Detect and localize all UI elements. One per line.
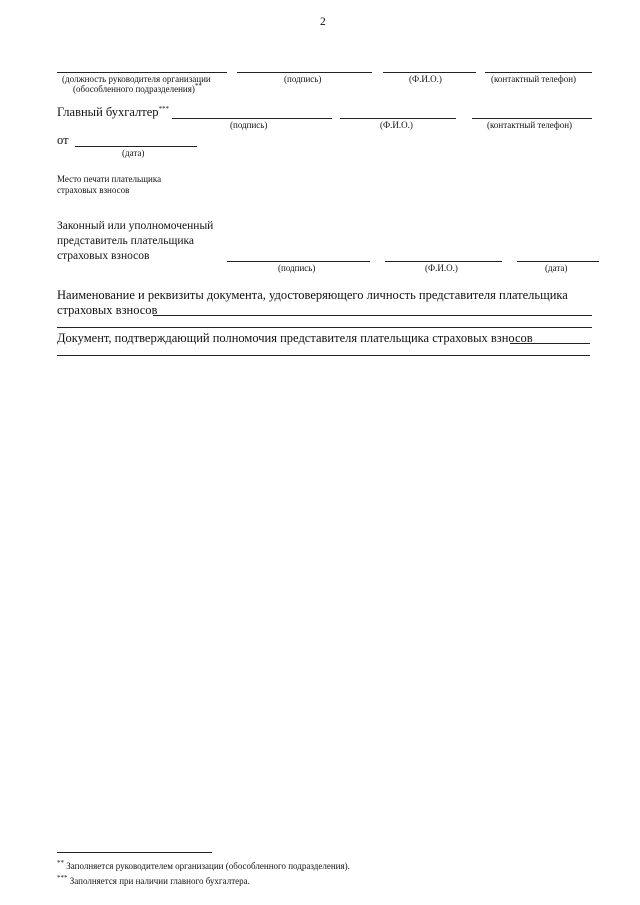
footnote-mark: ** <box>57 859 64 867</box>
head-signature-caption: (подпись) <box>284 74 322 84</box>
head-phone-line <box>485 72 592 73</box>
footnote-1-text: Заполняется руководителем организации (обособленного подразделения). <box>66 861 350 871</box>
representative-signature-caption: (подпись) <box>278 263 316 273</box>
representative-date-caption: (дата) <box>545 263 568 273</box>
head-name-caption: (Ф.И.О.) <box>409 74 442 84</box>
representative-line-1: Законный или уполномоченный <box>57 220 214 232</box>
id-document-fill-line <box>153 315 592 316</box>
accountant-phone-caption: (контактный телефон) <box>487 120 573 130</box>
authority-document-label: Документ, подтверждающий полномочия представителя плательщика страховых взносов <box>57 331 533 345</box>
footnote-mark: *** <box>57 874 68 882</box>
id-document-line-1: Наименование и реквизиты документа, удостоверяющего личность представителя плательщика <box>57 288 568 302</box>
date-label: от <box>57 133 69 147</box>
position-line <box>57 72 227 73</box>
footnote-1 <box>57 860 350 872</box>
id-document-line-2: страховых взносов <box>57 303 158 317</box>
representative-name-caption: (Ф.И.О.) <box>425 263 458 273</box>
authority-document-extra-line <box>57 355 590 356</box>
footnote-mark: ** <box>194 82 202 90</box>
accountant-signature-caption: (подпись) <box>230 120 268 130</box>
accountant-phone-line <box>472 118 592 119</box>
representative-line-3: страховых взносов <box>57 250 150 262</box>
representative-line-2: представитель плательщика <box>57 235 194 247</box>
accountant-label: Главный бухгалтер*** <box>57 104 170 119</box>
stamp-line-2: страховых взносов <box>57 185 130 195</box>
accountant-name-caption: (Ф.И.О.) <box>380 120 413 130</box>
footnote-separator <box>57 852 212 853</box>
date-line <box>75 146 197 147</box>
page-number: 2 <box>320 16 326 28</box>
accountant-name-line <box>340 118 456 119</box>
date-caption: (дата) <box>122 148 145 158</box>
position-caption-1: (должность руководителя организации <box>62 74 211 84</box>
accountant-signature-line <box>172 118 332 119</box>
representative-name-line <box>385 261 502 262</box>
head-phone-caption: (контактный телефон) <box>491 74 577 84</box>
stamp-line-1: Место печати плательщика <box>57 174 162 184</box>
head-name-line <box>383 72 476 73</box>
head-signature-line <box>237 72 372 73</box>
representative-date-line <box>517 261 599 262</box>
id-document-extra-line <box>57 327 592 328</box>
footnote-mark: *** <box>158 104 170 113</box>
footnote-2-text: Заполняется при наличии главного бухгалтера. <box>69 876 250 886</box>
footnote-2 <box>57 875 250 887</box>
position-caption-2: (обособленного подразделения)** <box>73 82 202 94</box>
authority-document-fill-line <box>510 343 590 344</box>
representative-signature-line <box>227 261 370 262</box>
